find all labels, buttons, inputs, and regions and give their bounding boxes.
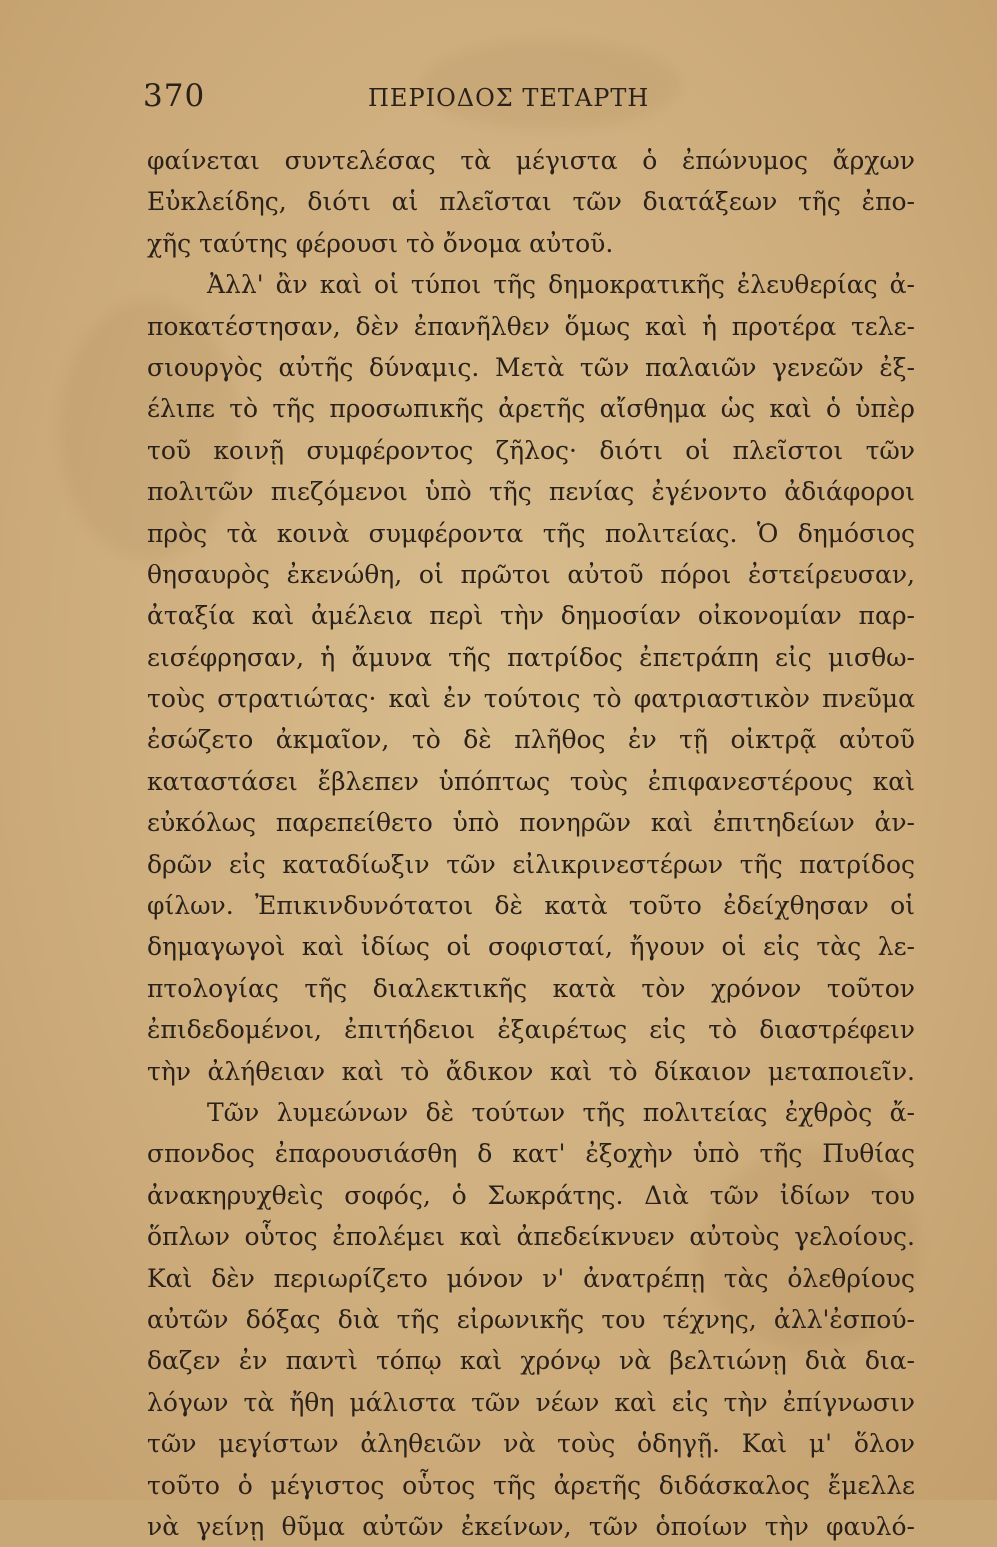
text-line: δημαγωγοὶ καὶ ἰδίως οἱ σοφισταί, ἤγουν οἱ εἰς τὰς λε- bbox=[147, 932, 915, 962]
text-line: τὴν ἀλήθειαν καὶ τὸ ἄδικον καὶ τὸ δίκαιον μεταποιεῖν. bbox=[147, 1056, 915, 1086]
body-text bbox=[147, 140, 915, 1547]
page-header bbox=[143, 78, 911, 122]
text-line: σπονδος ἐπαρουσιάσθη δ κατ' ἐξοχὴν ὑπὸ τῆς Πυθίας bbox=[147, 1139, 915, 1169]
text-line: ποκατέστησαν, δὲν ἐπανῆλθεν ὅμως καὶ ἡ προτέρα τελε- bbox=[147, 311, 915, 341]
text-line: τοῦ κοινῇ συμφέροντος ζῆλος· διότι οἱ πλεῖστοι τῶν bbox=[147, 435, 915, 465]
text-line: ἐπιδεδομένοι, ἐπιτήδειοι ἐξαιρέτως εἰς τὸ διαστρέφειν bbox=[147, 1015, 915, 1045]
text-line: ὅπλων οὗτος ἐπολέμει καὶ ἀπεδείκνυεν αὐτοὺς γελοίους. bbox=[147, 1222, 915, 1252]
text-line: θησαυρὸς ἐκενώθη, οἱ πρῶτοι αὐτοῦ πόροι ἐστείρευσαν, bbox=[147, 559, 915, 589]
text-line: πρὸς τὰ κοινὰ συμφέροντα τῆς πολιτείας. Ὁ δημόσιος bbox=[147, 518, 915, 548]
text-line: εισέφρησαν, ἡ ἄμυνα τῆς πατρίδος ἐπετράπη εἰς μισθω- bbox=[147, 642, 915, 672]
text-line: δρῶν εἰς καταδίωξιν τῶν εἰλικρινεστέρων τῆς πατρίδος bbox=[147, 849, 915, 879]
text-line: φίλων. Ἐπικινδυνότατοι δὲ κατὰ τοῦτο ἐδείχθησαν οἱ bbox=[147, 891, 915, 921]
text-line: πτολογίας τῆς διαλεκτικῆς κατὰ τὸν χρόνον τοῦτον bbox=[147, 973, 915, 1003]
text-line: τῶν μεγίστων ἀληθειῶν νὰ τοὺς ὁδηγῇ. Καὶ μ' ὅλον bbox=[147, 1429, 915, 1459]
text-line: νὰ γείνῃ θῦμα αὐτῶν ἐκείνων, τῶν ὁποίων τὴν φαυλό- bbox=[147, 1511, 915, 1541]
text-line: πολιτῶν πιεζόμενοι ὑπὸ τῆς πενίας ἐγένοντο ἀδιάφοροι bbox=[147, 477, 915, 507]
text-line: τοὺς στρατιώτας· καὶ ἐν τούτοις τὸ φατριαστικὸν πνεῦμα bbox=[147, 684, 915, 714]
text-line: Καὶ δὲν περιωρίζετο μόνον ν' ἀνατρέπῃ τὰς ὀλεθρίους bbox=[147, 1263, 915, 1293]
text-line: φαίνεται συντελέσας τὰ μέγιστα ὁ ἐπώνυμος ἄρχων bbox=[147, 146, 915, 175]
text-line: Τῶν λυμεώνων δὲ τούτων τῆς πολιτείας ἐχθρὸς ἄ- bbox=[207, 1097, 915, 1127]
page-number: 370 bbox=[143, 78, 206, 114]
text-line: ἀταξία καὶ ἀμέλεια περὶ τὴν δημοσίαν οἰκονομίαν παρ- bbox=[147, 601, 915, 631]
text-line: αὐτῶν δόξας διὰ τῆς εἰρωνικῆς του τέχνης, ἀλλ'ἐσπού- bbox=[147, 1304, 915, 1334]
text-line: χῆς ταύτης φέρουσι τὸ ὄνομα αὐτοῦ. bbox=[147, 228, 614, 258]
text-line: ἀνακηρυχθεὶς σοφός, ὁ Σωκράτης. Διὰ τῶν ἰδίων του bbox=[147, 1180, 915, 1210]
text-line: ἐσώζετο ἀκμαῖον, τὸ δὲ πλῆθος ἐν τῇ οἰκτρᾷ αὐτοῦ bbox=[147, 725, 915, 755]
running-head: ΠΕΡΙΟΔΟΣ ΤΕΤΑΡΤΗ bbox=[368, 84, 650, 112]
text-line: Εὐκλείδης, διότι αἱ πλεῖσται τῶν διατάξεων τῆς ἐπο- bbox=[147, 187, 915, 217]
text-line: σιουργὸς αὐτῆς δύναμις. Μετὰ τῶν παλαιῶν γενεῶν ἐξ- bbox=[147, 352, 915, 382]
text-line: Ἀλλ' ἂν καὶ οἱ τύποι τῆς δημοκρατικῆς ἐλευθερίας ἀ- bbox=[207, 270, 915, 300]
text-line: έλιπε τὸ τῆς προσωπικῆς ἀρετῆς αἴσθημα ὡς καὶ ὁ ὑπὲρ bbox=[147, 394, 915, 424]
text-line: λόγων τὰ ἤθη μάλιστα τῶν νέων καὶ εἰς τὴν ἐπίγνωσιν bbox=[147, 1387, 915, 1417]
text-line: τοῦτο ὁ μέγιστος οὗτος τῆς ἀρετῆς διδάσκαλος ἔμελλε bbox=[147, 1470, 915, 1500]
text-line: καταστάσει ἔβλεπεν ὑπόπτως τοὺς ἐπιφανεστέρους καὶ bbox=[147, 766, 915, 796]
text-line: εὐκόλως παρεπείθετο ὑπὸ πονηρῶν καὶ ἐπιτηδείων ἀν- bbox=[147, 808, 915, 838]
text-line: δαζεν ἐν παντὶ τόπῳ καὶ χρόνῳ νὰ βελτιώνῃ διὰ δια- bbox=[147, 1346, 915, 1376]
